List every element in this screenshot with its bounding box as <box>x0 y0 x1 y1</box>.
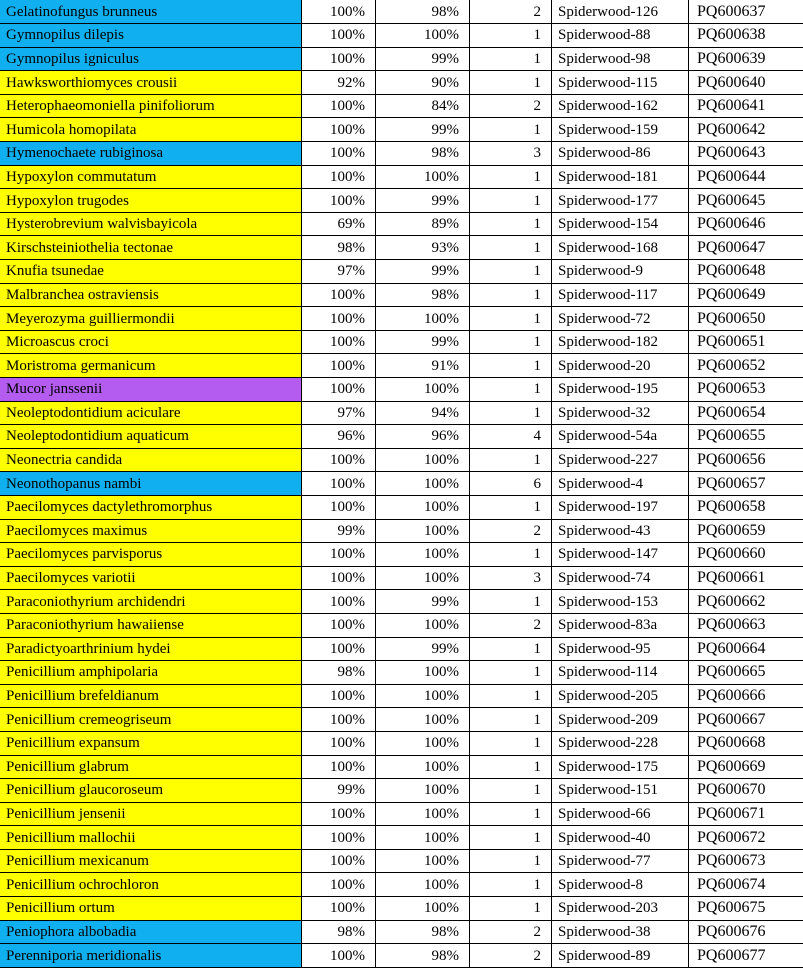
accession-cell: PQ600676 <box>689 920 803 944</box>
identity-cell: 100% <box>376 543 470 567</box>
table-row <box>0 661 803 685</box>
species-cell: Gymnopilus dilepis <box>0 24 302 48</box>
accession-cell: PQ600671 <box>689 802 803 826</box>
strain-cell: Spiderwood-89 <box>552 944 689 968</box>
query-coverage-cell: 100% <box>302 165 376 189</box>
identity-cell: 99% <box>376 330 470 354</box>
accession-cell: PQ600649 <box>689 283 803 307</box>
isolate-count-cell: 1 <box>470 71 552 95</box>
strain-cell: Spiderwood-74 <box>552 566 689 590</box>
identity-cell: 100% <box>376 519 470 543</box>
accession-cell: PQ600667 <box>689 708 803 732</box>
accession-cell: PQ600644 <box>689 165 803 189</box>
table-row <box>0 495 803 519</box>
identity-cell: 100% <box>376 708 470 732</box>
query-coverage-cell: 100% <box>302 0 376 24</box>
accession-cell: PQ600657 <box>689 472 803 496</box>
isolate-count-cell: 1 <box>470 47 552 71</box>
table-row <box>0 142 803 166</box>
query-coverage-cell: 100% <box>302 330 376 354</box>
query-coverage-cell: 100% <box>302 189 376 213</box>
identity-cell: 100% <box>376 873 470 897</box>
table-row <box>0 47 803 71</box>
query-coverage-cell: 100% <box>302 24 376 48</box>
query-coverage-cell: 100% <box>302 566 376 590</box>
table-row <box>0 566 803 590</box>
species-cell: Penicillium jensenii <box>0 802 302 826</box>
accession-cell: PQ600658 <box>689 495 803 519</box>
isolate-count-cell: 2 <box>470 94 552 118</box>
species-cell: Penicillium ochrochloron <box>0 873 302 897</box>
species-cell: Perenniporia meridionalis <box>0 944 302 968</box>
isolate-count-cell: 1 <box>470 118 552 142</box>
query-coverage-cell: 100% <box>302 448 376 472</box>
strain-cell: Spiderwood-227 <box>552 448 689 472</box>
strain-cell: Spiderwood-209 <box>552 708 689 732</box>
accession-cell: PQ600677 <box>689 944 803 968</box>
strain-cell: Spiderwood-83a <box>552 613 689 637</box>
query-coverage-cell: 96% <box>302 425 376 449</box>
identity-cell: 84% <box>376 94 470 118</box>
strain-cell: Spiderwood-205 <box>552 684 689 708</box>
identity-cell: 100% <box>376 566 470 590</box>
identity-cell: 100% <box>376 684 470 708</box>
species-cell: Penicillium expansum <box>0 731 302 755</box>
isolate-count-cell: 1 <box>470 661 552 685</box>
query-coverage-cell: 92% <box>302 71 376 95</box>
strain-cell: Spiderwood-77 <box>552 849 689 873</box>
isolate-count-cell: 1 <box>470 354 552 378</box>
isolate-count-cell: 1 <box>470 873 552 897</box>
accession-cell: PQ600662 <box>689 590 803 614</box>
query-coverage-cell: 98% <box>302 920 376 944</box>
accession-cell: PQ600647 <box>689 236 803 260</box>
table-row <box>0 684 803 708</box>
query-coverage-cell: 97% <box>302 401 376 425</box>
identity-cell: 98% <box>376 0 470 24</box>
accession-cell: PQ600641 <box>689 94 803 118</box>
isolate-count-cell: 2 <box>470 613 552 637</box>
isolate-count-cell: 1 <box>470 307 552 331</box>
species-cell: Paraconiothyrium archidendri <box>0 590 302 614</box>
table-row <box>0 637 803 661</box>
species-cell: Heterophaeomoniella pinifoliorum <box>0 94 302 118</box>
table-row <box>0 236 803 260</box>
query-coverage-cell: 97% <box>302 260 376 284</box>
accession-cell: PQ600670 <box>689 779 803 803</box>
species-cell: Hypoxylon commutatum <box>0 165 302 189</box>
table-row <box>0 849 803 873</box>
species-cell: Moristroma germanicum <box>0 354 302 378</box>
species-cell: Penicillium brefeldianum <box>0 684 302 708</box>
accession-cell: PQ600643 <box>689 142 803 166</box>
table-row <box>0 307 803 331</box>
identity-cell: 100% <box>376 826 470 850</box>
strain-cell: Spiderwood-177 <box>552 189 689 213</box>
strain-cell: Spiderwood-162 <box>552 94 689 118</box>
strain-cell: Spiderwood-181 <box>552 165 689 189</box>
query-coverage-cell: 99% <box>302 519 376 543</box>
query-coverage-cell: 100% <box>302 307 376 331</box>
table-row <box>0 283 803 307</box>
species-cell: Neoleptodontidium aquaticum <box>0 425 302 449</box>
query-coverage-cell: 100% <box>302 826 376 850</box>
strain-cell: Spiderwood-153 <box>552 590 689 614</box>
strain-cell: Spiderwood-117 <box>552 283 689 307</box>
query-coverage-cell: 100% <box>302 378 376 402</box>
species-cell: Neonothopanus nambi <box>0 472 302 496</box>
accession-cell: PQ600674 <box>689 873 803 897</box>
table-row <box>0 71 803 95</box>
query-coverage-cell: 100% <box>302 354 376 378</box>
species-cell: Penicillium mallochii <box>0 826 302 850</box>
accession-cell: PQ600642 <box>689 118 803 142</box>
strain-cell: Spiderwood-195 <box>552 378 689 402</box>
isolate-count-cell: 1 <box>470 755 552 779</box>
identity-cell: 100% <box>376 613 470 637</box>
isolate-count-cell: 1 <box>470 779 552 803</box>
identity-cell: 98% <box>376 283 470 307</box>
strain-cell: Spiderwood-66 <box>552 802 689 826</box>
query-coverage-cell: 100% <box>302 802 376 826</box>
species-cell: Hypoxylon trugodes <box>0 189 302 213</box>
accession-cell: PQ600645 <box>689 189 803 213</box>
isolate-count-cell: 1 <box>470 897 552 921</box>
isolate-count-cell: 1 <box>470 802 552 826</box>
accession-cell: PQ600664 <box>689 637 803 661</box>
isolate-count-cell: 2 <box>470 0 552 24</box>
strain-cell: Spiderwood-147 <box>552 543 689 567</box>
query-coverage-cell: 100% <box>302 684 376 708</box>
identity-cell: 100% <box>376 307 470 331</box>
identity-cell: 100% <box>376 661 470 685</box>
species-cell: Malbranchea ostraviensis <box>0 283 302 307</box>
table-row <box>0 94 803 118</box>
identity-cell: 99% <box>376 118 470 142</box>
identity-cell: 100% <box>376 472 470 496</box>
accession-cell: PQ600656 <box>689 448 803 472</box>
strain-cell: Spiderwood-114 <box>552 661 689 685</box>
species-cell: Paecilomyces variotii <box>0 566 302 590</box>
table-row <box>0 897 803 921</box>
isolate-count-cell: 2 <box>470 944 552 968</box>
query-coverage-cell: 100% <box>302 142 376 166</box>
species-cell: Hawksworthiomyces crousii <box>0 71 302 95</box>
species-cell: Neonectria candida <box>0 448 302 472</box>
isolate-count-cell: 1 <box>470 189 552 213</box>
accession-cell: PQ600638 <box>689 24 803 48</box>
table-row <box>0 590 803 614</box>
identity-cell: 99% <box>376 637 470 661</box>
isolate-count-cell: 1 <box>470 165 552 189</box>
isolate-count-cell: 1 <box>470 448 552 472</box>
accession-cell: PQ600648 <box>689 260 803 284</box>
table-row <box>0 425 803 449</box>
species-cell: Penicillium amphipolaria <box>0 661 302 685</box>
query-coverage-cell: 100% <box>302 283 376 307</box>
query-coverage-cell: 100% <box>302 708 376 732</box>
strain-cell: Spiderwood-197 <box>552 495 689 519</box>
species-cell: Penicillium cremeogriseum <box>0 708 302 732</box>
query-coverage-cell: 100% <box>302 755 376 779</box>
species-cell: Mucor janssenii <box>0 378 302 402</box>
accession-cell: PQ600639 <box>689 47 803 71</box>
strain-cell: Spiderwood-8 <box>552 873 689 897</box>
strain-cell: Spiderwood-182 <box>552 330 689 354</box>
species-cell: Kirschsteiniothelia tectonae <box>0 236 302 260</box>
query-coverage-cell: 100% <box>302 94 376 118</box>
identity-cell: 94% <box>376 401 470 425</box>
identity-cell: 99% <box>376 189 470 213</box>
species-cell: Neoleptodontidium aciculare <box>0 401 302 425</box>
accession-cell: PQ600668 <box>689 731 803 755</box>
accession-cell: PQ600665 <box>689 661 803 685</box>
species-cell: Paecilomyces dactylethromorphus <box>0 495 302 519</box>
table-row <box>0 0 803 24</box>
species-cell: Knufia tsunedae <box>0 260 302 284</box>
strain-cell: Spiderwood-154 <box>552 212 689 236</box>
isolate-count-cell: 2 <box>470 920 552 944</box>
species-cell: Peniophora albobadia <box>0 920 302 944</box>
identity-cell: 100% <box>376 755 470 779</box>
table-row <box>0 24 803 48</box>
accession-cell: PQ600651 <box>689 330 803 354</box>
isolate-count-cell: 1 <box>470 330 552 354</box>
query-coverage-cell: 100% <box>302 873 376 897</box>
strain-cell: Spiderwood-4 <box>552 472 689 496</box>
species-cell: Paecilomyces maximus <box>0 519 302 543</box>
isolate-count-cell: 1 <box>470 401 552 425</box>
strain-cell: Spiderwood-32 <box>552 401 689 425</box>
identity-cell: 98% <box>376 944 470 968</box>
table-row <box>0 519 803 543</box>
query-coverage-cell: 99% <box>302 779 376 803</box>
table-row <box>0 260 803 284</box>
accession-cell: PQ600663 <box>689 613 803 637</box>
accession-cell: PQ600675 <box>689 897 803 921</box>
isolate-count-cell: 3 <box>470 142 552 166</box>
identity-cell: 100% <box>376 779 470 803</box>
species-cell: Paraconiothyrium hawaiiense <box>0 613 302 637</box>
accession-cell: PQ600672 <box>689 826 803 850</box>
strain-cell: Spiderwood-203 <box>552 897 689 921</box>
isolate-count-cell: 1 <box>470 826 552 850</box>
strain-cell: Spiderwood-43 <box>552 519 689 543</box>
table-row <box>0 354 803 378</box>
table-row <box>0 802 803 826</box>
strain-cell: Spiderwood-228 <box>552 731 689 755</box>
identity-cell: 99% <box>376 590 470 614</box>
query-coverage-cell: 100% <box>302 543 376 567</box>
strain-cell: Spiderwood-54a <box>552 425 689 449</box>
query-coverage-cell: 100% <box>302 944 376 968</box>
table-row <box>0 189 803 213</box>
table-row <box>0 472 803 496</box>
identity-cell: 100% <box>376 165 470 189</box>
query-coverage-cell: 100% <box>302 849 376 873</box>
table-row <box>0 613 803 637</box>
query-coverage-cell: 100% <box>302 637 376 661</box>
strain-cell: Spiderwood-38 <box>552 920 689 944</box>
query-coverage-cell: 100% <box>302 731 376 755</box>
identity-cell: 100% <box>376 897 470 921</box>
table-row <box>0 330 803 354</box>
identity-cell: 90% <box>376 71 470 95</box>
identity-cell: 100% <box>376 849 470 873</box>
accession-cell: PQ600669 <box>689 755 803 779</box>
strain-cell: Spiderwood-126 <box>552 0 689 24</box>
query-coverage-cell: 100% <box>302 613 376 637</box>
table-row <box>0 920 803 944</box>
table-row <box>0 118 803 142</box>
query-coverage-cell: 100% <box>302 495 376 519</box>
table-row <box>0 708 803 732</box>
query-coverage-cell: 100% <box>302 897 376 921</box>
identity-cell: 100% <box>376 448 470 472</box>
strain-cell: Spiderwood-168 <box>552 236 689 260</box>
query-coverage-cell: 100% <box>302 590 376 614</box>
species-cell: Hymenochaete rubiginosa <box>0 142 302 166</box>
identity-cell: 96% <box>376 425 470 449</box>
isolate-count-cell: 1 <box>470 260 552 284</box>
identity-cell: 91% <box>376 354 470 378</box>
strain-cell: Spiderwood-159 <box>552 118 689 142</box>
query-coverage-cell: 100% <box>302 47 376 71</box>
species-cell: Paradictyoarthrinium hydei <box>0 637 302 661</box>
isolate-count-cell: 1 <box>470 590 552 614</box>
identity-cell: 100% <box>376 378 470 402</box>
species-cell: Penicillium ortum <box>0 897 302 921</box>
species-cell: Paecilomyces parvisporus <box>0 543 302 567</box>
table-row <box>0 543 803 567</box>
table-row <box>0 212 803 236</box>
query-coverage-cell: 100% <box>302 118 376 142</box>
identity-cell: 89% <box>376 212 470 236</box>
table-row <box>0 873 803 897</box>
species-cell: Penicillium glabrum <box>0 755 302 779</box>
table-row <box>0 401 803 425</box>
strain-cell: Spiderwood-20 <box>552 354 689 378</box>
identity-cell: 100% <box>376 731 470 755</box>
table-row <box>0 448 803 472</box>
species-cell: Hysterobrevium walvisbayicola <box>0 212 302 236</box>
table-row <box>0 165 803 189</box>
table-row <box>0 731 803 755</box>
accession-cell: PQ600646 <box>689 212 803 236</box>
accession-cell: PQ600654 <box>689 401 803 425</box>
strain-cell: Spiderwood-98 <box>552 47 689 71</box>
isolate-count-cell: 6 <box>470 472 552 496</box>
identity-cell: 98% <box>376 142 470 166</box>
strain-cell: Spiderwood-175 <box>552 755 689 779</box>
accession-cell: PQ600673 <box>689 849 803 873</box>
query-coverage-cell: 100% <box>302 472 376 496</box>
identity-cell: 99% <box>376 260 470 284</box>
identity-cell: 100% <box>376 802 470 826</box>
accession-cell: PQ600666 <box>689 684 803 708</box>
table-row <box>0 378 803 402</box>
accession-cell: PQ600653 <box>689 378 803 402</box>
table-row <box>0 779 803 803</box>
query-coverage-cell: 98% <box>302 661 376 685</box>
species-cell: Penicillium glaucoroseum <box>0 779 302 803</box>
strain-cell: Spiderwood-72 <box>552 307 689 331</box>
table-row <box>0 826 803 850</box>
strain-cell: Spiderwood-95 <box>552 637 689 661</box>
species-cell: Gelatinofungus brunneus <box>0 0 302 24</box>
isolate-count-cell: 2 <box>470 519 552 543</box>
accession-cell: PQ600652 <box>689 354 803 378</box>
identity-cell: 99% <box>376 47 470 71</box>
isolate-count-cell: 1 <box>470 236 552 260</box>
species-cell: Humicola homopilata <box>0 118 302 142</box>
isolate-count-cell: 1 <box>470 637 552 661</box>
species-cell: Penicillium mexicanum <box>0 849 302 873</box>
query-coverage-cell: 98% <box>302 236 376 260</box>
isolate-count-cell: 1 <box>470 24 552 48</box>
strain-cell: Spiderwood-40 <box>552 826 689 850</box>
identity-cell: 100% <box>376 495 470 519</box>
isolate-count-cell: 1 <box>470 731 552 755</box>
isolate-count-cell: 1 <box>470 495 552 519</box>
identity-cell: 93% <box>376 236 470 260</box>
accession-cell: PQ600650 <box>689 307 803 331</box>
strain-cell: Spiderwood-88 <box>552 24 689 48</box>
accession-cell: PQ600637 <box>689 0 803 24</box>
accession-cell: PQ600655 <box>689 425 803 449</box>
isolate-count-cell: 4 <box>470 425 552 449</box>
isolate-count-cell: 1 <box>470 849 552 873</box>
isolate-count-cell: 3 <box>470 566 552 590</box>
strain-cell: Spiderwood-9 <box>552 260 689 284</box>
query-coverage-cell: 69% <box>302 212 376 236</box>
isolate-count-cell: 1 <box>470 378 552 402</box>
species-cell: Meyerozyma guilliermondii <box>0 307 302 331</box>
accession-cell: PQ600661 <box>689 566 803 590</box>
strain-cell: Spiderwood-86 <box>552 142 689 166</box>
isolate-count-cell: 1 <box>470 543 552 567</box>
strain-cell: Spiderwood-151 <box>552 779 689 803</box>
identity-cell: 98% <box>376 920 470 944</box>
accession-cell: PQ600660 <box>689 543 803 567</box>
accession-cell: PQ600640 <box>689 71 803 95</box>
accession-cell: PQ600659 <box>689 519 803 543</box>
table-row <box>0 755 803 779</box>
isolate-count-cell: 1 <box>470 708 552 732</box>
isolate-count-cell: 1 <box>470 212 552 236</box>
table-row <box>0 944 803 968</box>
strain-cell: Spiderwood-115 <box>552 71 689 95</box>
isolate-count-cell: 1 <box>470 684 552 708</box>
isolate-count-cell: 1 <box>470 283 552 307</box>
identity-cell: 100% <box>376 24 470 48</box>
species-cell: Gymnopilus igniculus <box>0 47 302 71</box>
species-cell: Microascus croci <box>0 330 302 354</box>
